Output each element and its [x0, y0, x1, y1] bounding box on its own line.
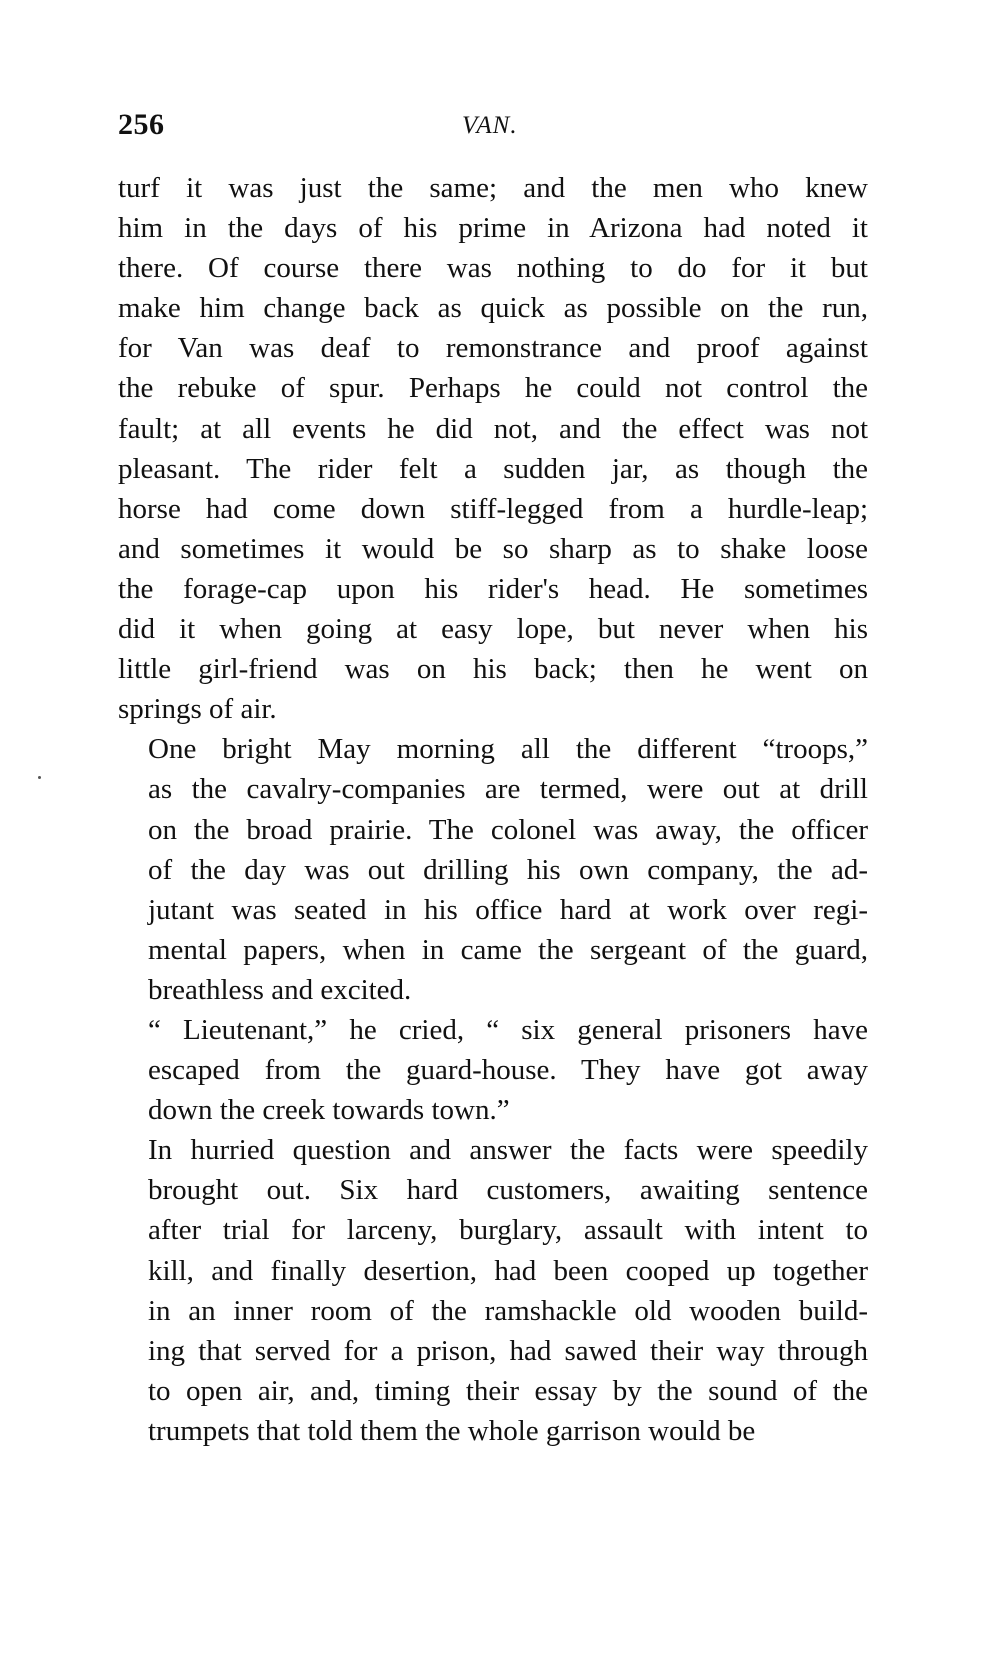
- text-line: make him change back as quick as possible on the run,: [118, 292, 868, 325]
- text-line: springs of air.: [118, 693, 277, 726]
- paragraph-1: [118, 168, 868, 729]
- text-line: brought out. Six hard customers, awaiting sentence: [148, 1174, 868, 1207]
- text-line: him in the days of his prime in Arizona had noted it: [118, 212, 868, 245]
- text-line: there. Of course there was nothing to do for it but: [118, 252, 868, 285]
- page-number: 256: [118, 108, 165, 141]
- text-line: breathless and excited.: [148, 973, 412, 1006]
- text-line: In hurried question and answer the facts were speedily: [148, 1134, 868, 1167]
- text-line: did it when going at easy lope, but never when his: [118, 613, 868, 646]
- text-line: escaped from the guard-house. They have got away: [148, 1054, 868, 1087]
- text-line: “ Lieutenant,” he cried, “ six general prisoners have: [148, 1013, 868, 1046]
- text-line: the rebuke of spur. Perhaps he could not control the: [118, 372, 868, 405]
- text-line: trumpets that told them the whole garrison would be: [148, 1414, 756, 1447]
- text-line: after trial for larceny, burglary, assault with intent to: [148, 1214, 868, 1247]
- text-line: to open air, and, timing their essay by the sound of the: [148, 1374, 868, 1407]
- text-line: in an inner room of the ramshackle old wooden build-: [148, 1294, 868, 1327]
- text-line: fault; at all events he did not, and the effect was not: [118, 412, 868, 445]
- text-line: and sometimes it would be so sharp as to shake loose: [118, 532, 868, 565]
- margin-speck: [38, 776, 41, 779]
- page-header: [118, 108, 868, 148]
- text-line: jutant was seated in his office hard at work over regi-: [148, 893, 868, 926]
- text-line: of the day was out drilling his own company, the ad-: [148, 853, 868, 886]
- text-line: the forage-cap upon his rider's head. He sometimes: [118, 572, 868, 605]
- text-line: mental papers, when in came the sergeant of the guard,: [148, 933, 868, 966]
- text-line: horse had come down stiff-legged from a hurdle-leap;: [118, 492, 868, 525]
- running-head: VAN.: [462, 112, 518, 139]
- text-line: One bright May morning all the different “troops,”: [148, 733, 868, 766]
- text-line: for Van was deaf to remonstrance and proof against: [118, 332, 868, 365]
- text-line: little girl-friend was on his back; then he went on: [118, 653, 868, 686]
- text-line: kill, and finally desertion, had been cooped up together: [148, 1254, 868, 1287]
- text-line: pleasant. The rider felt a sudden jar, as though the: [118, 452, 868, 485]
- text-line: turf it was just the same; and the men who knew: [118, 172, 868, 204]
- paragraph-4: [118, 1130, 868, 1451]
- text-line: down the creek towards town.”: [148, 1094, 510, 1127]
- text-line: as the cavalry-companies are termed, were out at drill: [148, 773, 868, 806]
- text-line: on the broad prairie. The colonel was away, the officer: [148, 813, 868, 846]
- text-line: ing that served for a prison, had sawed their way through: [148, 1334, 868, 1367]
- paragraph-3: [118, 1010, 868, 1130]
- paragraph-2: [118, 729, 868, 1010]
- body-text: [118, 168, 868, 1451]
